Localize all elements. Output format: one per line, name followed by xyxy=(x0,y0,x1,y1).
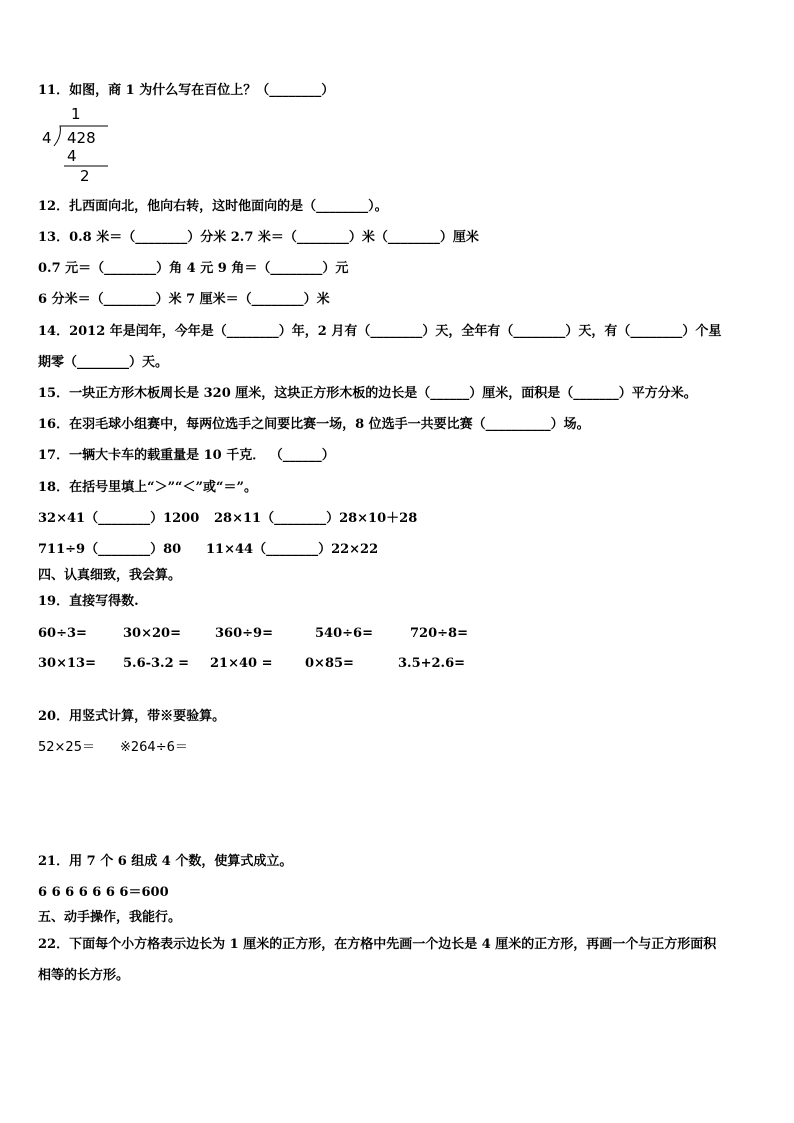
oral-calc-item: 3.5+2.6= xyxy=(398,656,466,671)
oral-calc-item: 30×13= xyxy=(38,656,96,671)
oral-calc-item: 60÷3= xyxy=(38,626,87,641)
oral-calc-item: 30×20= xyxy=(123,626,181,641)
question-13-line1: 13．0.8 米＝（________）分米 2.7 米＝（________）米（________）厘米 xyxy=(38,230,479,245)
question-21-title: 21．用 7 个 6 组成 4 个数，使算式成立。 xyxy=(38,854,293,869)
question-14-line1: 14．2012 年是闰年，今年是（________）年，2 月有（________）天，全年有（________）天，有（________）个星 xyxy=(38,324,722,339)
division-remainder: 2 xyxy=(80,167,90,185)
vertical-calc-item: 52×25＝ xyxy=(38,740,95,755)
long-division-figure xyxy=(42,106,114,186)
question-13-line2: 0.7 元＝（________）角 4 元 9 角＝（________）元 xyxy=(38,261,349,276)
oral-calc-item: 540÷6= xyxy=(315,626,373,641)
question-19-title: 19．直接写得数. xyxy=(38,594,139,609)
question-22-line2: 相等的长方形。 xyxy=(38,968,130,983)
question-11: 11．如图，商 1 为什么写在百位上？（________） xyxy=(38,83,335,98)
oral-calc-item: 720÷8= xyxy=(410,626,468,641)
question-22-line1: 22．下面每个小方格表示边长为 1 厘米的正方形，在方格中先画一个边长是 4 厘米的正方形，再画一个与正方形面积 xyxy=(38,937,717,952)
division-product: 4 xyxy=(67,147,77,165)
question-15: 15．一块正方形木板周长是 320 厘米，这块正方形木板的边长是（______）厘米，面积是（_______）平方分米。 xyxy=(38,386,697,401)
question-16: 16．在羽毛球小组赛中，每两位选手之间要比赛一场，8 位选手一共要比赛（__________）场。 xyxy=(38,417,590,432)
question-21-expression: 6 6 6 6 6 6 6＝600 xyxy=(38,885,169,900)
division-quotient: 1 xyxy=(71,105,81,123)
question-18-item: 32×41（________）1200 xyxy=(38,511,200,526)
oral-calc-item: 0×85= xyxy=(305,656,354,671)
question-20-title: 20．用竖式计算，带※要验算。 xyxy=(38,709,226,724)
section-5-title: 五、动手操作，我能行。 xyxy=(38,910,182,925)
oral-calc-item: 360÷9= xyxy=(215,626,273,641)
question-17: 17．一辆大卡车的载重量是 10 千克． （______） xyxy=(38,448,335,463)
division-divisor: 4 xyxy=(42,129,52,147)
question-14-line2: 期零（________）天。 xyxy=(38,355,169,370)
question-18-title: 18．在括号里填上“＞”“＜”或“＝”。 xyxy=(38,480,257,495)
question-18-item: 711÷9（________）80 xyxy=(38,542,182,557)
question-12: 12．扎西面向北，他向右转，这时他面向的是（________）。 xyxy=(38,199,388,214)
oral-calc-item: 5.6-3.2 = xyxy=(123,656,190,671)
question-18-item: 11×44（________）22×22 xyxy=(206,542,379,557)
question-18-item: 28×11（________）28×10＋28 xyxy=(214,511,418,526)
question-13-line3: 6 分米＝（________）米 7 厘米＝（________）米 xyxy=(38,292,330,307)
division-dividend: 428 xyxy=(67,129,96,147)
vertical-calc-item: ※264÷6＝ xyxy=(120,740,188,755)
section-4-title: 四、认真细致，我会算。 xyxy=(38,568,182,583)
oral-calc-item: 21×40 = xyxy=(210,656,273,671)
